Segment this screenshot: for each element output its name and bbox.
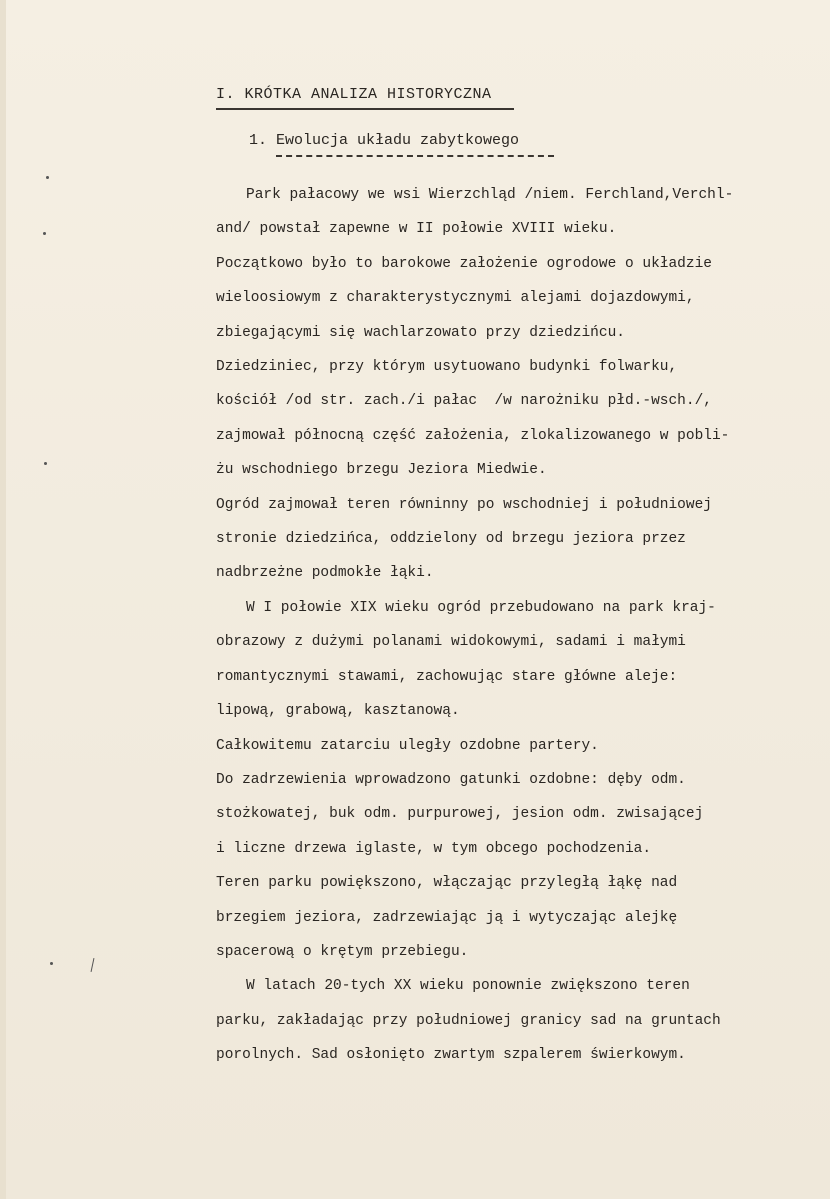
text-line: i liczne drzewa iglaste, w tym obcego pochodzenia. xyxy=(216,840,652,857)
body-text xyxy=(216,178,826,1073)
text-line: lipową, grabową, kasztanową. xyxy=(216,703,460,720)
text-line: Początkowo było to barokowe założenie ogrodowe o układzie xyxy=(216,255,712,272)
text-line: nadbrzeżne podmokłe łąki. xyxy=(216,565,434,582)
text-line: Teren parku powiększono, włączając przyległą łąkę nad xyxy=(216,875,678,892)
text-line: W latach 20-tych XX wieku ponownie zwiększono teren xyxy=(246,978,690,995)
text-line: brzegiem jeziora, zadrzewiając ją i wytyczając alejkę xyxy=(216,909,678,926)
text-line: and/ powstał zapewne w II połowie XVIII wieku. xyxy=(216,221,617,238)
text-line: Całkowitemu zatarciu uległy ozdobne partery. xyxy=(216,737,599,754)
margin-dot xyxy=(50,962,53,965)
margin-dot xyxy=(46,176,49,179)
text-line: porolnych. Sad osłonięto zwartym szpalerem świerkowym. xyxy=(216,1047,686,1064)
subsection-heading: 1. Ewolucja układu zabytkowego xyxy=(249,132,520,149)
text-line: Dziedziniec, przy którym usytuowano budynki folwarku, xyxy=(216,359,678,376)
text-line: stożkowatej, buk odm. purpurowej, jesion odm. zwisającej xyxy=(216,806,704,823)
text-line: spacerową o krętym przebiegu. xyxy=(216,943,469,960)
section-heading: I. KRÓTKA ANALIZA HISTORYCZNA xyxy=(216,86,492,103)
text-line: obrazowy z dużymi polanami widokowymi, sadami i małymi xyxy=(216,634,686,651)
subheading-dashed-underline xyxy=(276,155,554,157)
text-line: romantycznymi stawami, zachowując stare główne aleje: xyxy=(216,668,678,685)
text-line: Ogród zajmował teren równinny po wschodniej i południowej xyxy=(216,496,712,513)
text-line: W I połowie XIX wieku ogród przebudowano na park kraj- xyxy=(246,599,716,616)
text-line: kościół /od str. zach./i pałac /w narożniku płd.-wsch./, xyxy=(216,393,712,410)
text-line: żu wschodniego brzegu Jeziora Miedwie. xyxy=(216,462,547,479)
text-line: zajmował północną część założenia, zlokalizowanego w pobli- xyxy=(216,427,730,444)
margin-pencil-mark xyxy=(91,958,95,972)
text-line: Do zadrzewienia wprowadzono gatunki ozdobne: dęby odm. xyxy=(216,771,686,788)
text-line: Park pałacowy we wsi Wierzchląd /niem. Ferchland,Verchl- xyxy=(246,187,734,203)
text-line: zbiegającymi się wachlarzowato przy dziedzińcu. xyxy=(216,324,625,341)
text-line: wieloosiowym z charakterystycznymi alejami dojazdowymi, xyxy=(216,290,695,307)
text-line: stronie dziedzińca, oddzielony od brzegu jeziora przez xyxy=(216,531,686,548)
text-line: parku, zakładając przy południowej granicy sad na gruntach xyxy=(216,1012,721,1029)
margin-dot xyxy=(44,462,47,465)
margin-dot xyxy=(43,232,46,235)
heading-underline xyxy=(216,108,514,110)
